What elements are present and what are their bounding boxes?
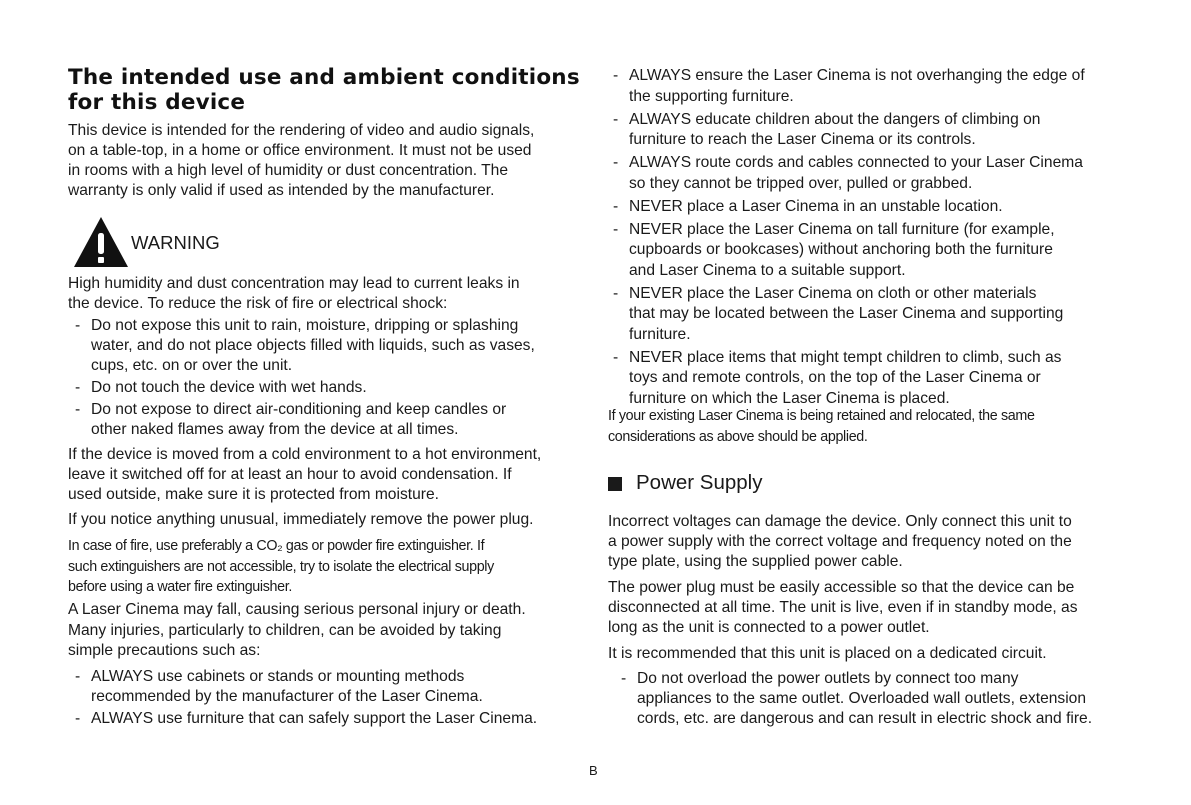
text-line: If you notice anything unusual, immediately remove the power plug. <box>68 511 534 528</box>
text-line: toys and remote controls, on the top of the Laser Cinema or <box>629 369 1041 386</box>
text-line: NEVER place the Laser Cinema on cloth or other materials <box>629 284 1037 302</box>
unusual-paragraph <box>68 510 533 530</box>
warning-intro <box>68 274 520 314</box>
dash-bullet-icon: - <box>75 401 81 418</box>
text-line: cups, etc. on or over the unit. <box>91 357 293 374</box>
text-line: The power plug must be easily accessible so that the device can be <box>608 579 1075 596</box>
text-line: ALWAYS educate children about the dangers of climbing on <box>629 110 1041 128</box>
text-line: This device is intended for the rendering of video and audio signals, <box>68 122 535 139</box>
bullet-item <box>68 316 535 376</box>
dedicated-circuit-paragraph <box>608 644 1047 664</box>
text-line: NEVER place items that might tempt children to climb, such as <box>629 348 1062 366</box>
text-line: If the device is moved from a cold environment to a hot environment, <box>68 446 542 463</box>
text-line: NEVER place a Laser Cinema in an unstable location. <box>629 197 1003 215</box>
text-line: in rooms with a high level of humidity or dust concentration. The <box>68 162 509 179</box>
text-line: If your existing Laser Cinema is being retained and relocated, the same <box>608 408 1035 424</box>
text-line: simple precautions such as: <box>68 642 261 659</box>
text-line: water, and do not place objects filled with liquids, such as vases, <box>91 337 535 354</box>
text-line: Do not touch the device with wet hands. <box>91 379 367 396</box>
text-line: The intended use and ambient conditions <box>68 65 580 90</box>
text-line: long as the unit is connected to a power outlet. <box>608 619 930 636</box>
dash-bullet-icon: - <box>613 220 619 238</box>
dash-bullet-icon: - <box>613 154 619 171</box>
bullet-item <box>608 284 1085 346</box>
text-line: Do not expose to direct air-conditioning and keep candles or <box>91 401 507 418</box>
text-line: Incorrect voltages can damage the device. Only connect this unit to <box>608 513 1072 530</box>
safety-bullet-list <box>608 66 1085 412</box>
dash-bullet-icon: - <box>613 348 619 366</box>
warning-icon <box>73 216 129 268</box>
text-line: furniture. <box>629 325 691 343</box>
text-line: ALWAYS ensure the Laser Cinema is not overhanging the edge of <box>629 67 1085 84</box>
bullet-item <box>68 378 535 398</box>
text-line: cords, etc. are dangerous and can result in electric shock and fire. <box>637 710 1093 727</box>
fire-paragraph <box>68 536 494 598</box>
bullet-item <box>68 400 535 440</box>
bullet-item <box>68 709 537 729</box>
text-line: leave it switched off for at least an hour to avoid condensation. If <box>68 466 512 483</box>
dash-bullet-icon: - <box>613 197 619 215</box>
text-line: the device. To reduce the risk of fire or electrical shock: <box>68 295 448 312</box>
text-line: Do not overload the power outlets by connect too many <box>637 670 1019 687</box>
bullet-item <box>68 667 537 707</box>
bullet-item <box>608 197 1085 218</box>
text-line: recommended by the manufacturer of the Laser Cinema. <box>91 688 483 705</box>
text-line: A Laser Cinema may fall, causing serious personal injury or death. <box>68 601 526 618</box>
text-line: before using a water fire extinguisher. <box>68 579 292 595</box>
bullet-item <box>608 66 1085 107</box>
page-label: B <box>589 763 598 778</box>
text-line: NEVER place the Laser Cinema on tall furniture (for example, <box>629 220 1055 238</box>
text-line: High humidity and dust concentration may lead to current leaks in <box>68 275 520 292</box>
voltage-paragraph <box>608 512 1072 572</box>
text-line: and Laser Cinema to a suitable support. <box>629 261 906 279</box>
text-line: warranty is only valid if used as intended by the manufacturer. <box>68 182 495 199</box>
bullet-item <box>608 153 1085 194</box>
dash-bullet-icon: - <box>75 379 81 396</box>
text-line: so they cannot be tripped over, pulled or grabbed. <box>629 174 973 192</box>
power-bullet-list <box>616 669 1092 732</box>
power-supply-heading: Power Supply <box>636 471 763 494</box>
text-line: used outside, make sure it is protected from moisture. <box>68 486 439 503</box>
text-line: Do not expose this unit to rain, moisture, dripping or splashing <box>91 317 519 334</box>
text-line: such extinguishers are not accessible, try to isolate the electrical supply <box>68 558 494 575</box>
text-line: ALWAYS use cabinets or stands or mounting methods <box>91 668 465 685</box>
text-line: ALWAYS route cords and cables connected to your Laser Cinema <box>629 154 1083 171</box>
section-title <box>68 66 580 115</box>
text-line: It is recommended that this unit is placed on a dedicated circuit. <box>608 645 1047 662</box>
text-line: considerations as above should be applied. <box>608 429 868 445</box>
dash-bullet-icon: - <box>613 67 619 84</box>
dash-bullet-icon: - <box>75 710 81 727</box>
square-bullet-icon <box>608 477 622 491</box>
fall-paragraph <box>68 600 526 662</box>
text-line: cupboards or bookcases) without anchoring both the furniture <box>629 241 1053 258</box>
power-plug-paragraph <box>608 578 1078 638</box>
fall-bullet-list <box>68 667 537 731</box>
text-line: a power supply with the correct voltage and frequency noted on the <box>608 533 1072 550</box>
bullet-item <box>608 110 1085 151</box>
dash-bullet-icon: - <box>75 668 81 685</box>
text-line: appliances to the same outlet. Overloaded wall outlets, extension <box>637 690 1087 707</box>
text-line: that may be located between the Laser Cinema and supporting <box>629 305 1064 322</box>
text-line: disconnected at all time. The unit is live, even if in standby mode, as <box>608 599 1078 616</box>
bullet-item <box>608 348 1085 410</box>
text-line: type plate, using the supplied power cable. <box>608 553 903 570</box>
text-line: Many injuries, particularly to children, can be avoided by taking <box>68 621 502 639</box>
relocate-paragraph <box>608 406 1035 448</box>
dash-bullet-icon: - <box>613 110 619 128</box>
text-line: furniture on which the Laser Cinema is placed. <box>629 389 950 407</box>
dash-bullet-icon: - <box>613 284 619 302</box>
bullet-item <box>616 669 1092 729</box>
intended-use-paragraph <box>68 121 534 201</box>
bullet-item <box>608 220 1085 282</box>
text-line: In case of fire, use preferably a CO₂ gas or powder fire extinguisher. If <box>68 538 485 554</box>
dash-bullet-icon: - <box>621 670 627 687</box>
text-line: furniture to reach the Laser Cinema or its controls. <box>629 131 976 148</box>
text-line: other naked flames away from the device at all times. <box>91 421 459 438</box>
dash-bullet-icon: - <box>75 317 81 334</box>
warning-label: WARNING <box>131 232 220 253</box>
text-line: ALWAYS use furniture that can safely support the Laser Cinema. <box>91 710 538 727</box>
cold-environment-paragraph <box>68 445 541 505</box>
text-line: for this device <box>68 89 246 115</box>
warning-bullet-list <box>68 316 535 442</box>
text-line: the supporting furniture. <box>629 87 794 105</box>
text-line: on a table-top, in a home or office environment. It must not be used <box>68 142 532 159</box>
